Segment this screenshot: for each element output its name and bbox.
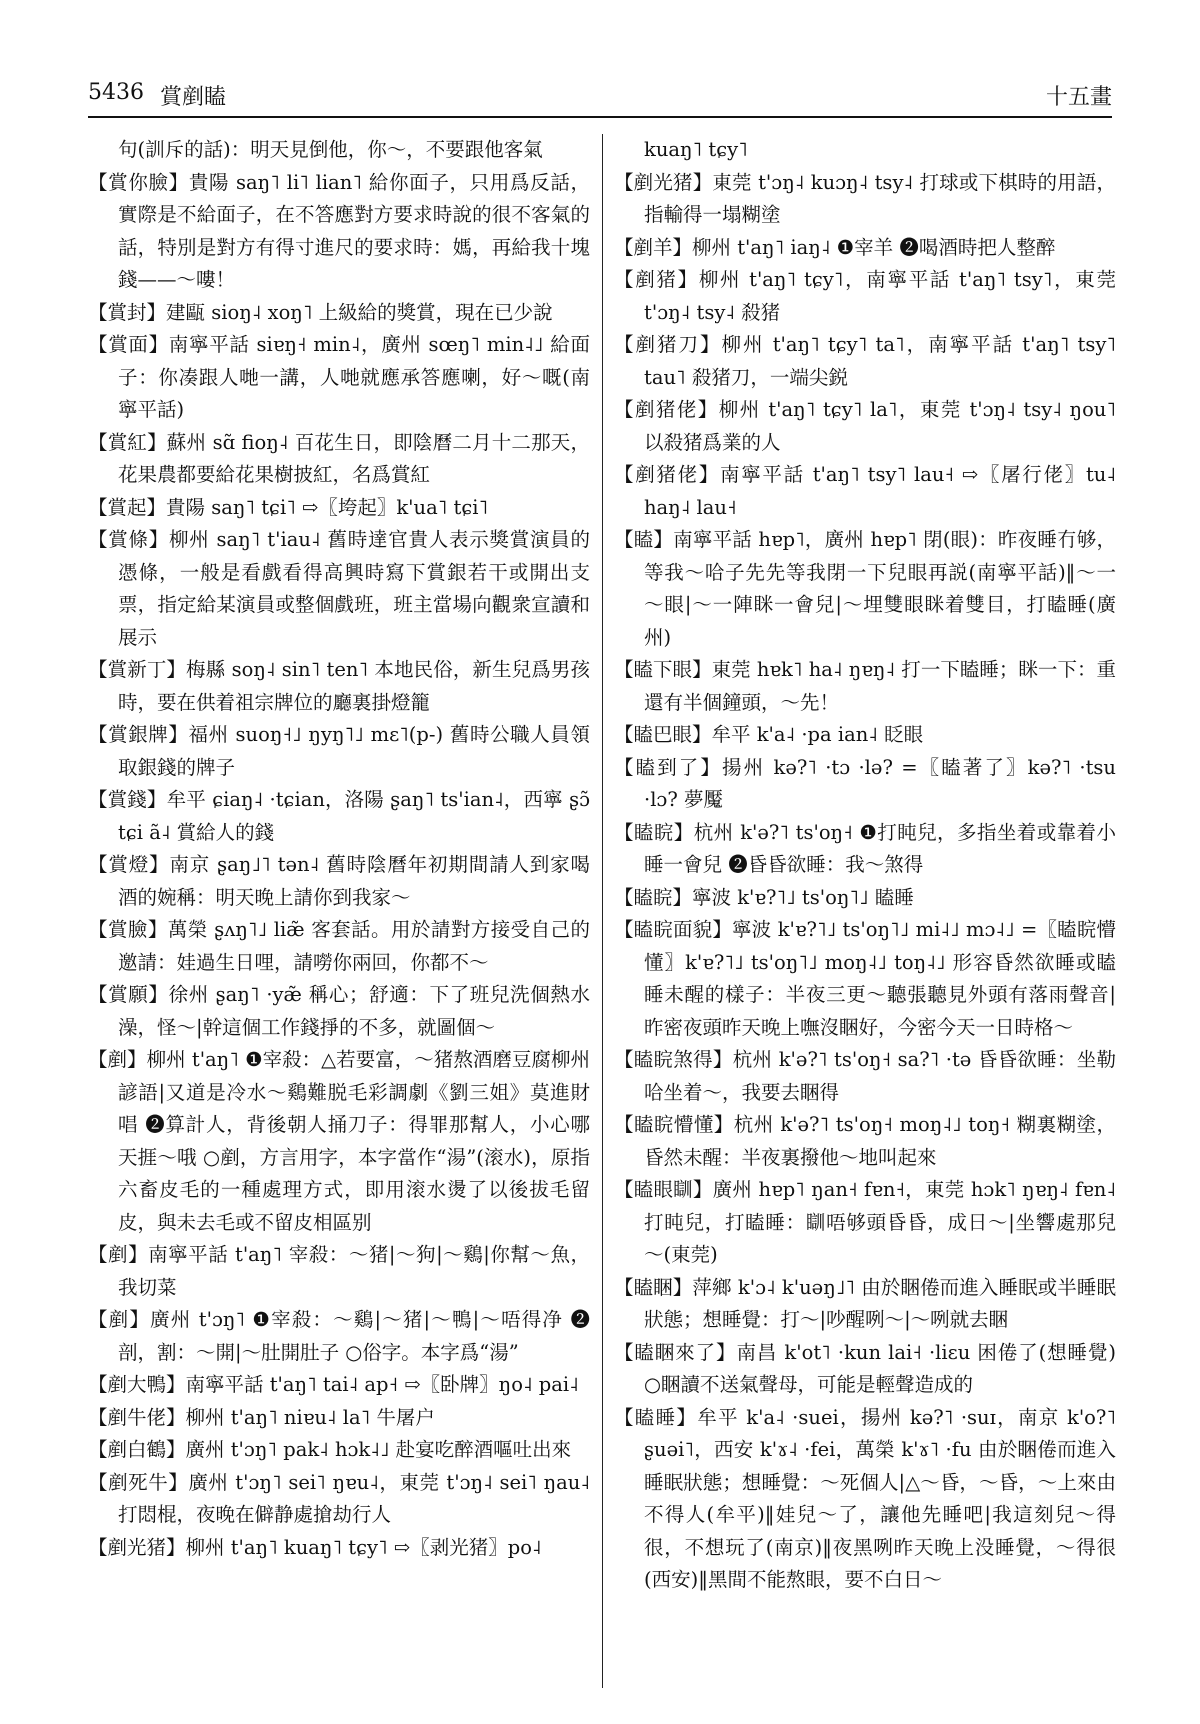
entry-headword: 【剷猪】: [614, 268, 699, 291]
entry-headword: 【賞願】: [88, 983, 169, 1006]
entry-headword: 【瞌睆懵懂】: [614, 1113, 734, 1136]
entry-headword: 【瞌下眼】: [614, 658, 712, 681]
entry-text: 柳州 t'aŋ˥ iaŋ˨ ❶宰羊 ❷喝酒時把人整醉: [692, 235, 1056, 259]
dictionary-entry: [88, 524, 590, 654]
dictionary-entry: [614, 882, 1116, 915]
dictionary-entry: [88, 427, 590, 492]
entry-headword: 【剷猪刀】: [614, 333, 722, 356]
entry-headword: 【瞌】: [614, 528, 674, 551]
dictionary-entry: [614, 329, 1116, 394]
entry-text: kuaŋ˥ tɕy˥: [644, 138, 748, 161]
dictionary-entry: [88, 849, 590, 914]
entry-headword: 【賞燈】: [88, 853, 170, 876]
entry-text: 南寧平話 t'aŋ˥ tsy˥ lau˧ ⇨〖屠行佬〗tu˨ haŋ˨ lau˧: [644, 463, 1116, 519]
entry-headword: 【剷光猪】: [614, 170, 713, 194]
entry-text: 柳州 saŋ˥ t'iau˨ 舊時達官貴人表示獎賞演員的憑條，一般是看戲看得高興時寫下賞銀若干或開出支票，指定給某演員或整個戲班，班主當場向觀衆宣讀和展示: [118, 528, 590, 649]
right-column: [614, 134, 1116, 1696]
entry-text: 柳州 t'aŋ˥ kuaŋ˥ tɕy˥ ⇨〖剥光猪〗po˨: [185, 1535, 542, 1559]
entry-headword: 【瞌巴眼】: [614, 723, 712, 746]
dictionary-entry: [614, 232, 1116, 265]
entry-headword: 【剷牛佬】: [88, 1405, 186, 1429]
dictionary-entry: [614, 1337, 1116, 1402]
entry-text: 貴陽 saŋ˥ li˥ lian˥ 給你面子，只用爲反話，實際是不給面子，在不答應對方要求時說的很不客氣的話，特別是對方有得寸進尺的要求時：媽，再給我十塊錢——～嘍！: [118, 170, 590, 291]
entry-text: 福州 suoŋ˧˩ ŋyŋ˥˩ mɛ˥(p-) 舊時公職人員領取銀錢的牌子: [118, 723, 590, 779]
entry-text: 柳州 t'aŋ˥ tɕy˥ la˥，東莞 t'ɔŋ˨ tsy˨ ŋou˥ 以殺猪爲業的人: [644, 398, 1116, 454]
dictionary-entry: [88, 1467, 590, 1532]
entry-text: 東莞 hɐk˥ ha˨ ŋɐŋ˨ 打一下瞌睡；眯一下：重還有半個鐘頭，～先！: [644, 658, 1116, 714]
dictionary-entry: [88, 719, 590, 784]
entry-headword: 【剷】: [88, 1243, 149, 1266]
page-header: [88, 76, 1112, 118]
entry-headword: 【賞銀牌】: [88, 723, 189, 746]
dictionary-entry: [88, 1434, 590, 1467]
entry-text: 南寧平話 t'aŋ˥ 宰殺：～猪|～狗|～鷄|你幫～魚，我切菜: [118, 1243, 590, 1299]
entry-text: 柳州 t'aŋ˥ ❶宰殺：△若要富，～猪熬酒磨豆腐柳州諺語|又道是冷水～鷄難脱毛彩調劇《劉三姐》莫進財唱 ❷算計人，背後朝人捅刀子：得罪那幫人，小心哪天捱～哦 ○剷，方言用字，本字當作“湯”(滚水)，原指六畜皮毛的一種處理方式，即用滚水燙了以後拔毛留皮，與未去毛或不留皮相區别: [118, 1048, 590, 1234]
section-label: 十五畫: [1045, 85, 1112, 110]
dictionary-entry: [614, 1109, 1116, 1174]
dictionary-entry: [614, 459, 1116, 524]
entry-headword: 【賞新丁】: [88, 658, 187, 681]
entry-text: 牟平 k'a˨ ·pa ian˨ 眨眼: [711, 723, 924, 746]
entry-headword: 【賞你臉】: [88, 170, 189, 194]
entry-headword: 【賞封】: [88, 300, 167, 324]
entry-headword: 【瞌到了】: [614, 755, 722, 779]
dictionary-entry: [88, 297, 590, 330]
entry-headword: 【賞面】: [88, 333, 169, 356]
dictionary-entry: [614, 1044, 1116, 1109]
entry-headword: 【瞌睏來了】: [614, 1340, 737, 1364]
entry-text: 杭州 k'ə?˥ ts'oŋ˧ moŋ˨˩ toŋ˧ 糊裏糊塗，昏然未醒：半夜裏撥他～地叫起來: [644, 1113, 1116, 1169]
dictionary-entry: [88, 914, 590, 979]
dictionary-entry: [88, 1369, 590, 1402]
entry-text: 廣州 hɐp˥ ŋan˧ fɐn˧，東莞 hɔk˥ ŋɐŋ˨ fɐn˨ 打盹兒，打瞌睡：瞓唔够頭昏昏，成日～|坐響處那兒～(東莞): [644, 1178, 1116, 1266]
entry-text: 柳州 t'aŋ˥ tɕy˥ ta˥，南寧平話 t'aŋ˥ tsy˥ tau˥ 殺猪刀，一端尖鋭: [644, 333, 1116, 389]
entry-headword: 【瞌睆面貌】: [614, 918, 732, 941]
dictionary-entry: [614, 167, 1116, 232]
entry-headword: 【瞌睡】: [614, 1405, 698, 1429]
entry-headword: 【賞錢】: [88, 788, 167, 811]
dictionary-entry: [88, 134, 590, 167]
entry-text: 寧波 k'ɐ?˥˩ ts'oŋ˥˩ mi˨˩ mɔ˨˩ =〖瞌睆懵懂〗k'ɐ?˥˩ ts'oŋ˥˩ moŋ˨˩ toŋ˨˩ 形容昏然欲睡或瞌睡未醒的樣子：半夜三更～聽張聽見外頭有落雨聲音|昨密夜頭昨天晚上嘸沒睏好，今密今天一日時格～: [644, 918, 1116, 1039]
entry-text: 南京 ʂaŋ˩˥ tən˨ 舊時陰曆年初期間請人到家喝酒的婉稱：明天晚上請你到我家～: [118, 853, 590, 909]
dictionary-entry: [88, 654, 590, 719]
entry-text: 廣州 t'ɔŋ˥ ❶宰殺：～鷄|～猪|～鴨|～唔得净 ❷剖，割：～開|～肚開肚子 ○俗字。本字爲“湯”: [118, 1308, 590, 1364]
entry-headword: 【賞臉】: [88, 918, 168, 941]
dictionary-entry: [614, 524, 1116, 654]
entry-text: 南昌 k'ot˥ ·kun lai˧ ·liɛu 困倦了(想睡覺) ○睏讀不送氣聲母，可能是輕聲造成的: [644, 1340, 1116, 1396]
dictionary-entry: [614, 719, 1116, 752]
dictionary-entry: [88, 492, 590, 525]
entry-text: 南寧平話 siɐŋ˧ min˨，廣州 sœŋ˥ min˨˩ 給面子：你凑跟人哋一講，人哋就應承答應喇，好～嘅(南寧平話): [118, 333, 590, 421]
entry-text: 廣州 t'ɔŋ˥ pak˨ hɔk˨˩ 赴宴吃醉酒嘔吐出來: [185, 1438, 572, 1461]
entry-text: 寧波 k'ɐ?˥˩ ts'oŋ˥˩ 瞌睡: [692, 885, 914, 909]
entry-text: 杭州 k'ə?˥ ts'oŋ˧ ❶打盹兒，多指坐着或靠着小睡一會兒 ❷昏昏欲睡：我～煞得: [644, 820, 1116, 876]
dictionary-entry: [88, 1239, 590, 1304]
entry-headword: 【剷】: [88, 1048, 147, 1071]
entry-headword: 【剷羊】: [614, 235, 693, 259]
entry-headword: 【剷光猪】: [88, 1535, 186, 1559]
entry-headword: 【剷白鶴】: [88, 1438, 186, 1461]
dictionary-entry: [88, 784, 590, 849]
entry-text: 南寧平話 hɐp˥，廣州 hɐp˥ 閉(眼)：昨夜睡冇够，等我～哈子先先等我閉一下兒眼再説(南寧平話)‖～一～眼|～一陣眯一會兒|～埋雙眼眯着雙目，打瞌睡(廣州): [644, 528, 1116, 649]
dictionary-entry: [614, 1272, 1116, 1337]
entry-text: 句(訓斥的話)：明天見倒他，你～，不要跟他客氣: [118, 138, 543, 161]
dictionary-entry: [88, 1044, 590, 1239]
entry-text: 貴陽 saŋ˥ tɕi˥ ⇨〖垮起〗k'ua˥ tɕi˥: [166, 495, 489, 519]
left-column: [88, 134, 590, 1696]
entry-headword: 【賞紅】: [88, 430, 167, 454]
column-divider: [602, 134, 603, 1688]
entry-headword: 【剷】: [88, 1308, 151, 1331]
dictionary-entry: [614, 264, 1116, 329]
entry-text: 廣州 t'ɔŋ˥ sei˥ ŋɐu˨，東莞 t'ɔŋ˨ sei˥ ŋau˨ 打悶棍，夜晚在僻静處搶劫行人: [118, 1470, 590, 1526]
entry-headword: 【賞起】: [88, 495, 167, 519]
entry-headword: 【剷猪佬】: [614, 398, 719, 421]
entry-text: 萬榮 ʂʌŋ˥˩ liæ̃ 客套話。用於請對方接受自己的邀請：娃過生日哩，請嘮你兩回，你都不～: [118, 918, 590, 974]
entry-headword: 【瞌睆煞得】: [614, 1048, 733, 1071]
entry-text: 萍鄉 k'ɔ˨ k'uəŋ˩˥ 由於睏倦而進入睡眠或半睡眠狀態；想睡覺：打～|吵醒咧～|～咧就去睏: [644, 1275, 1116, 1331]
dictionary-entry: [614, 394, 1116, 459]
dictionary-entry: [614, 1402, 1116, 1597]
entry-text: 南寧平話 t'aŋ˥ tai˨ ap˧ ⇨〖卧牌〗ŋo˨ pai˨: [185, 1373, 579, 1396]
dictionary-entry: [614, 914, 1116, 1044]
dictionary-entry: [614, 1174, 1116, 1272]
entry-text: 揚州 kə?˥ ·tɔ ·lə? =〖瞌著了〗kə?˥ ·tsu ·lɔ? 夢魘: [644, 755, 1116, 811]
entry-text: 蘇州 sɑ̃ fioŋ˨ 百花生日，即陰曆二月十二那天，花果農都要給花果樹披紅，名爲賞紅: [118, 430, 590, 486]
dictionary-entry: [88, 979, 590, 1044]
entry-headword: 【剷大鴨】: [88, 1373, 186, 1396]
entry-text: 東莞 t'ɔŋ˨ kuɔŋ˨ tsy˨ 打球或下棋時的用語，指輸得一塌糊塗: [644, 170, 1116, 226]
running-title: 賞剷瞌: [160, 85, 227, 110]
dictionary-entry: [88, 1304, 590, 1369]
page-number: 5436: [88, 80, 144, 105]
dictionary-entry: [88, 167, 590, 297]
entry-headword: 【瞌睆】: [614, 885, 693, 909]
entry-text: 建甌 sioŋ˨ xoŋ˥ 上級給的獎賞，現在已少說: [166, 300, 553, 324]
entry-headword: 【剷死牛】: [88, 1470, 189, 1494]
dictionary-entry: [614, 817, 1116, 882]
entry-text: 牟平 ɕiaŋ˨ ·tɕian，洛陽 ʂaŋ˥ ts'ian˨，西寧 ʂɔ̃ tɕi ã˨ 賞給人的錢: [118, 788, 590, 844]
entry-headword: 【剷猪佬】: [614, 463, 721, 486]
entry-text: 梅縣 soŋ˨ sin˥ ten˥ 本地民俗，新生兒爲男孩時，要在供着祖宗牌位的廳裏掛燈籠: [118, 658, 590, 714]
entry-headword: 【瞌睆】: [614, 820, 694, 844]
entry-headword: 【瞌睏】: [614, 1275, 693, 1299]
entry-headword: 【賞條】: [88, 528, 170, 551]
entry-text: 杭州 k'ə?˥ ts'oŋ˧ sa?˥ ·tə 昏昏欲睡：坐勒哈坐着～，我要去睏得: [644, 1048, 1116, 1104]
entry-text: 柳州 t'aŋ˥ tɕy˥，南寧平話 t'aŋ˥ tsy˥，東莞 t'ɔŋ˨ tsy˨ 殺猪: [644, 268, 1116, 324]
dictionary-entry: [614, 654, 1116, 719]
entry-text: 牟平 k'a˨ ·suei，揚州 kə?˥ ·suɪ，南京 k'o?˥ ʂuəi˥，西安 k'ɤ˨ ·fei，萬榮 k'ɤ˥ ·fu 由於睏倦而進入睡眠狀態；想睡覺：～死個人|△～昏，～昏，～上來由不得人(牟平)‖娃兒～了，讓他先睡吧|我這刻兒～得很，不想玩了(南京)‖夜黑咧昨天晚上没睡覺，～得很(西安)‖黑間不能熬眼，要不白日～: [644, 1405, 1116, 1591]
dictionary-entry: [88, 1402, 590, 1435]
dictionary-entry: [88, 1532, 590, 1565]
entry-text: 徐州 ʂaŋ˥ ·yæ̃ 稱心；舒適：下了班兒洗個熱水澡，怪～|幹這個工作錢掙的不多，就圖個～: [118, 983, 590, 1039]
dictionary-entry: [88, 329, 590, 427]
entry-text: 柳州 t'aŋ˥ niɐu˨ la˥ 牛屠户: [185, 1405, 435, 1429]
entry-headword: 【瞌眼瞓】: [614, 1178, 713, 1201]
dictionary-entry: [614, 134, 1116, 167]
dictionary-entry: [614, 752, 1116, 817]
